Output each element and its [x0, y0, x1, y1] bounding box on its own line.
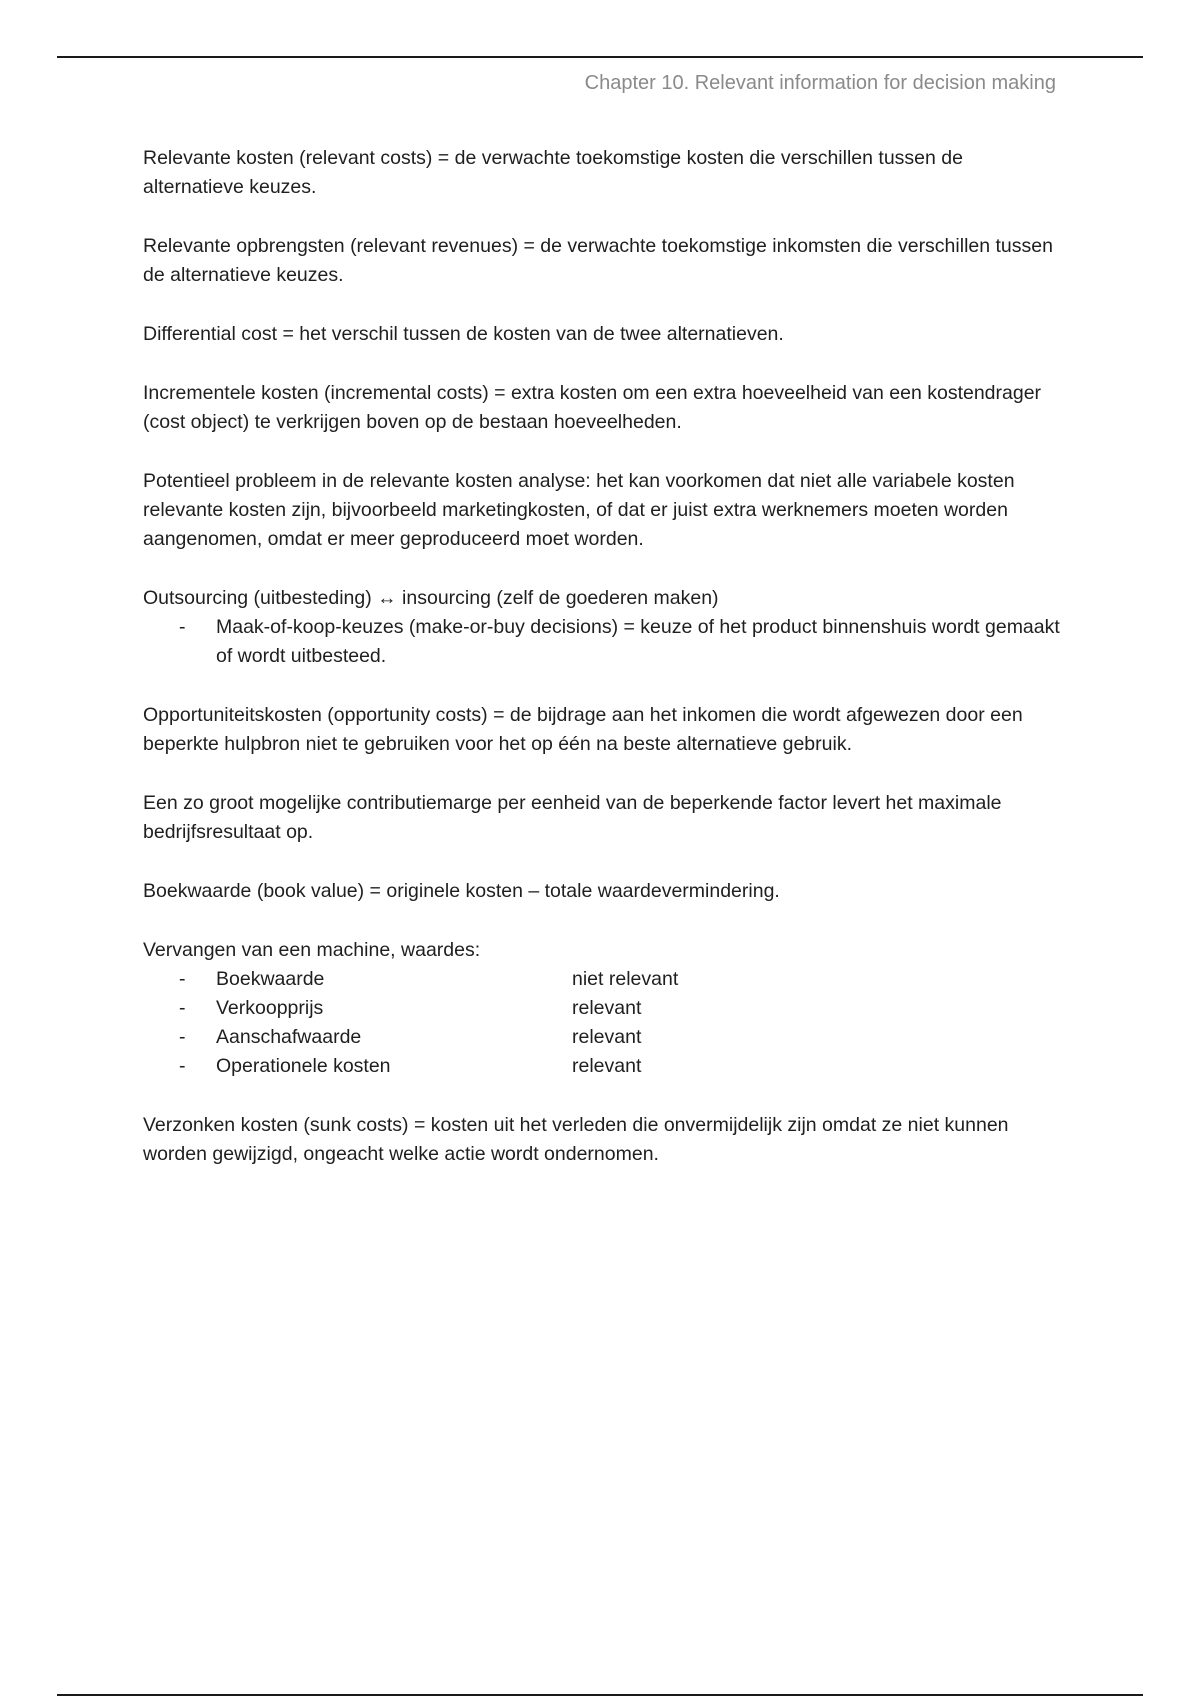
- paragraph-sunk-costs: Verzonken kosten (sunk costs) = kosten uit het verleden die onvermijdelijk zijn omdat ze niet kunnen worden gewijzigd, ongeacht welke actie wordt ondernomen.: [143, 1114, 1009, 1165]
- paragraph-machine-replacement: Vervangen van een machine, waardes:: [143, 939, 481, 961]
- value-relevance: relevant: [572, 997, 642, 1019]
- paragraph-relevant-revenues: Relevante opbrengsten (relevant revenues) = de verwachte toekomstige inkomsten die verschillen tussen de alternatieve keuzes.: [143, 235, 1053, 286]
- machine-replacement-block: [143, 936, 1063, 1081]
- value-relevance: niet relevant: [572, 968, 679, 990]
- header-rule: [57, 56, 1143, 58]
- paragraph-outsourcing: Outsourcing (uitbesteding) ↔ insourcing (zelf de goederen maken): [143, 587, 719, 609]
- value-label: Operationele kosten: [216, 1055, 391, 1077]
- value-label: Aanschafwaarde: [216, 1026, 362, 1048]
- paragraph-contribution-margin: Een zo groot mogelijke contributiemarge per eenheid van de beperkende factor levert het maximale bedrijfsresultaat op.: [143, 792, 1002, 843]
- value-relevance: relevant: [572, 1055, 642, 1077]
- bullet-dash: -: [179, 1055, 186, 1077]
- make-or-buy-text: Maak-of-koop-keuzes (make-or-buy decisions) = keuze of het product binnenshuis wordt gemaakt of wordt uitbesteed.: [216, 616, 1060, 667]
- footer-rule: [57, 1694, 1143, 1696]
- bullet-dash: -: [179, 1026, 186, 1048]
- paragraph-differential-cost: Differential cost = het verschil tussen de kosten van de twee alternatieven.: [143, 323, 784, 345]
- paragraph-potential-problem: Potentieel probleem in de relevante kosten analyse: het kan voorkomen dat niet alle variabele kosten relevante kosten zijn, bijvoorbeeld marketingkosten, of dat er juist extra werknemers moeten worden aangenomen, omdat er meer geproduceerd moet worden.: [143, 470, 1015, 550]
- machine-values-list: [143, 965, 1063, 1081]
- value-label: Verkoopprijs: [216, 997, 324, 1019]
- bullet-dash: -: [179, 997, 186, 1019]
- paragraph-relevant-costs: Relevante kosten (relevant costs) = de verwachte toekomstige kosten die verschillen tussen de alternatieve keuzes.: [143, 147, 963, 198]
- outsourcing-block: [143, 584, 1063, 671]
- bullet-dash: -: [179, 968, 186, 990]
- running-header: Chapter 10. Relevant information for decision making: [584, 72, 1056, 94]
- value-label: Boekwaarde: [216, 968, 325, 990]
- paragraph-opportunity-costs: Opportuniteitskosten (opportunity costs) = de bijdrage aan het inkomen die wordt afgewezen door een beperkte hulpbron niet te gebruiken voor het op één na beste alternatieve gebruik.: [143, 704, 1023, 755]
- page-content: [143, 144, 1063, 1199]
- paragraph-incremental-costs: Incrementele kosten (incremental costs) = extra kosten om een extra hoeveelheid van een kostendrager (cost object) te verkrijgen boven op de bestaan hoeveelheden.: [143, 382, 1042, 433]
- list-item: [143, 1023, 1063, 1052]
- list-item: [143, 994, 1063, 1023]
- list-item: [143, 1052, 1063, 1081]
- paragraph-book-value: Boekwaarde (book value) = originele kosten – totale waardevermindering.: [143, 880, 780, 902]
- outsourcing-list: [143, 613, 1063, 671]
- list-item: [143, 965, 1063, 994]
- bullet-dash: -: [179, 616, 186, 638]
- value-relevance: relevant: [572, 1026, 642, 1048]
- list-item: [143, 613, 1063, 671]
